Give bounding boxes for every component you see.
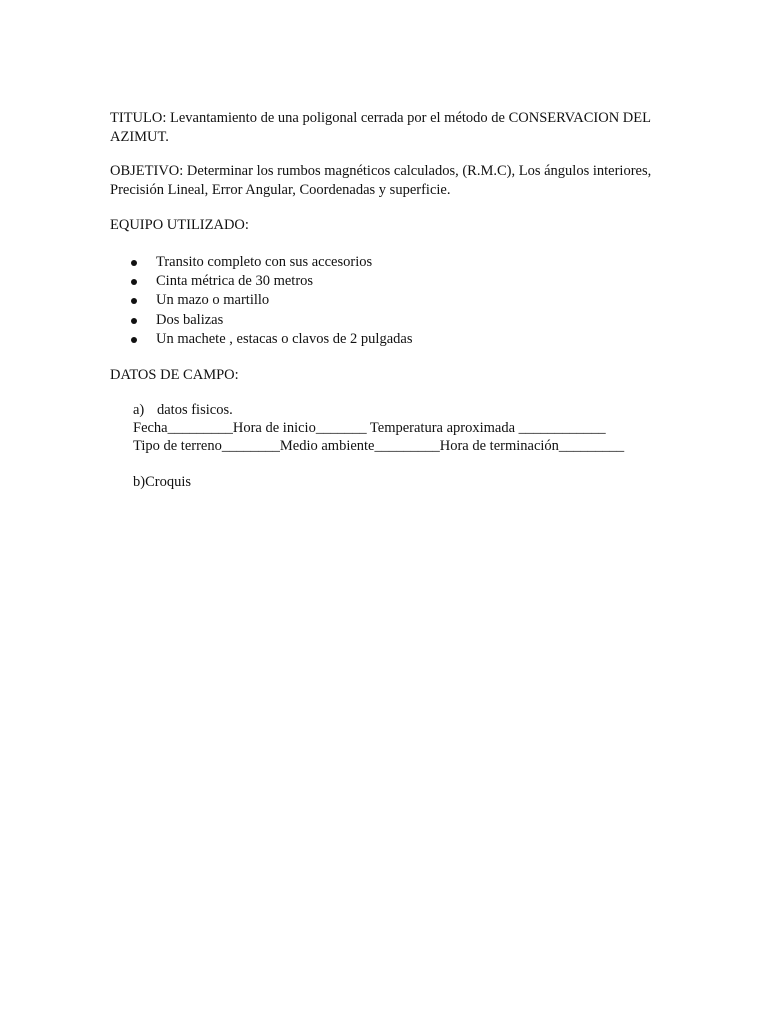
physical-data-line-2: Tipo de terreno________Medio ambiente_________Hora de terminación_________ — [133, 438, 625, 454]
bullet-icon — [131, 318, 137, 324]
list-item — [110, 253, 412, 272]
list-item — [110, 272, 412, 291]
bullet-icon — [131, 337, 137, 343]
list-item-text: Cinta métrica de 30 metros — [156, 273, 314, 290]
list-item-text: Transito completo con sus accesorios — [156, 254, 373, 270]
physical-data-label: datos fisicos. — [157, 402, 233, 418]
list-item-text: Un machete , estacas o clavos de 2 pulgadas — [156, 330, 413, 347]
document-title: TITULO: Levantamiento de una poligonal cerrada por el método de CONSERVACION DEL AZIMUT. — [110, 110, 651, 145]
list-item — [110, 330, 412, 349]
list-item — [110, 291, 412, 310]
bullet-icon — [131, 298, 137, 304]
physical-data-block — [133, 401, 624, 455]
bullet-icon — [131, 260, 137, 266]
bullet-icon — [131, 279, 137, 285]
sketch-label: b)Croquis — [133, 474, 191, 490]
item-marker: a) — [133, 402, 145, 418]
equipment-heading: EQUIPO UTILIZADO: — [110, 217, 249, 233]
equipment-list — [110, 253, 412, 349]
field-data-heading: DATOS DE CAMPO: — [110, 367, 239, 383]
list-item-text: Dos balizas — [156, 311, 224, 328]
list-item-text: Un mazo o martillo — [156, 292, 270, 309]
physical-data-line-1: Fecha_________Hora de inicio_______ Temperatura aproximada ____________ — [133, 420, 606, 436]
objective-paragraph: OBJETIVO: Determinar los rumbos magnéticos calculados, (R.M.C), Los ángulos interiores, Precisión Lineal, Error Angular, Coordenadas y superficie. — [110, 163, 652, 198]
physical-data-heading — [133, 401, 624, 419]
list-item — [110, 311, 412, 330]
